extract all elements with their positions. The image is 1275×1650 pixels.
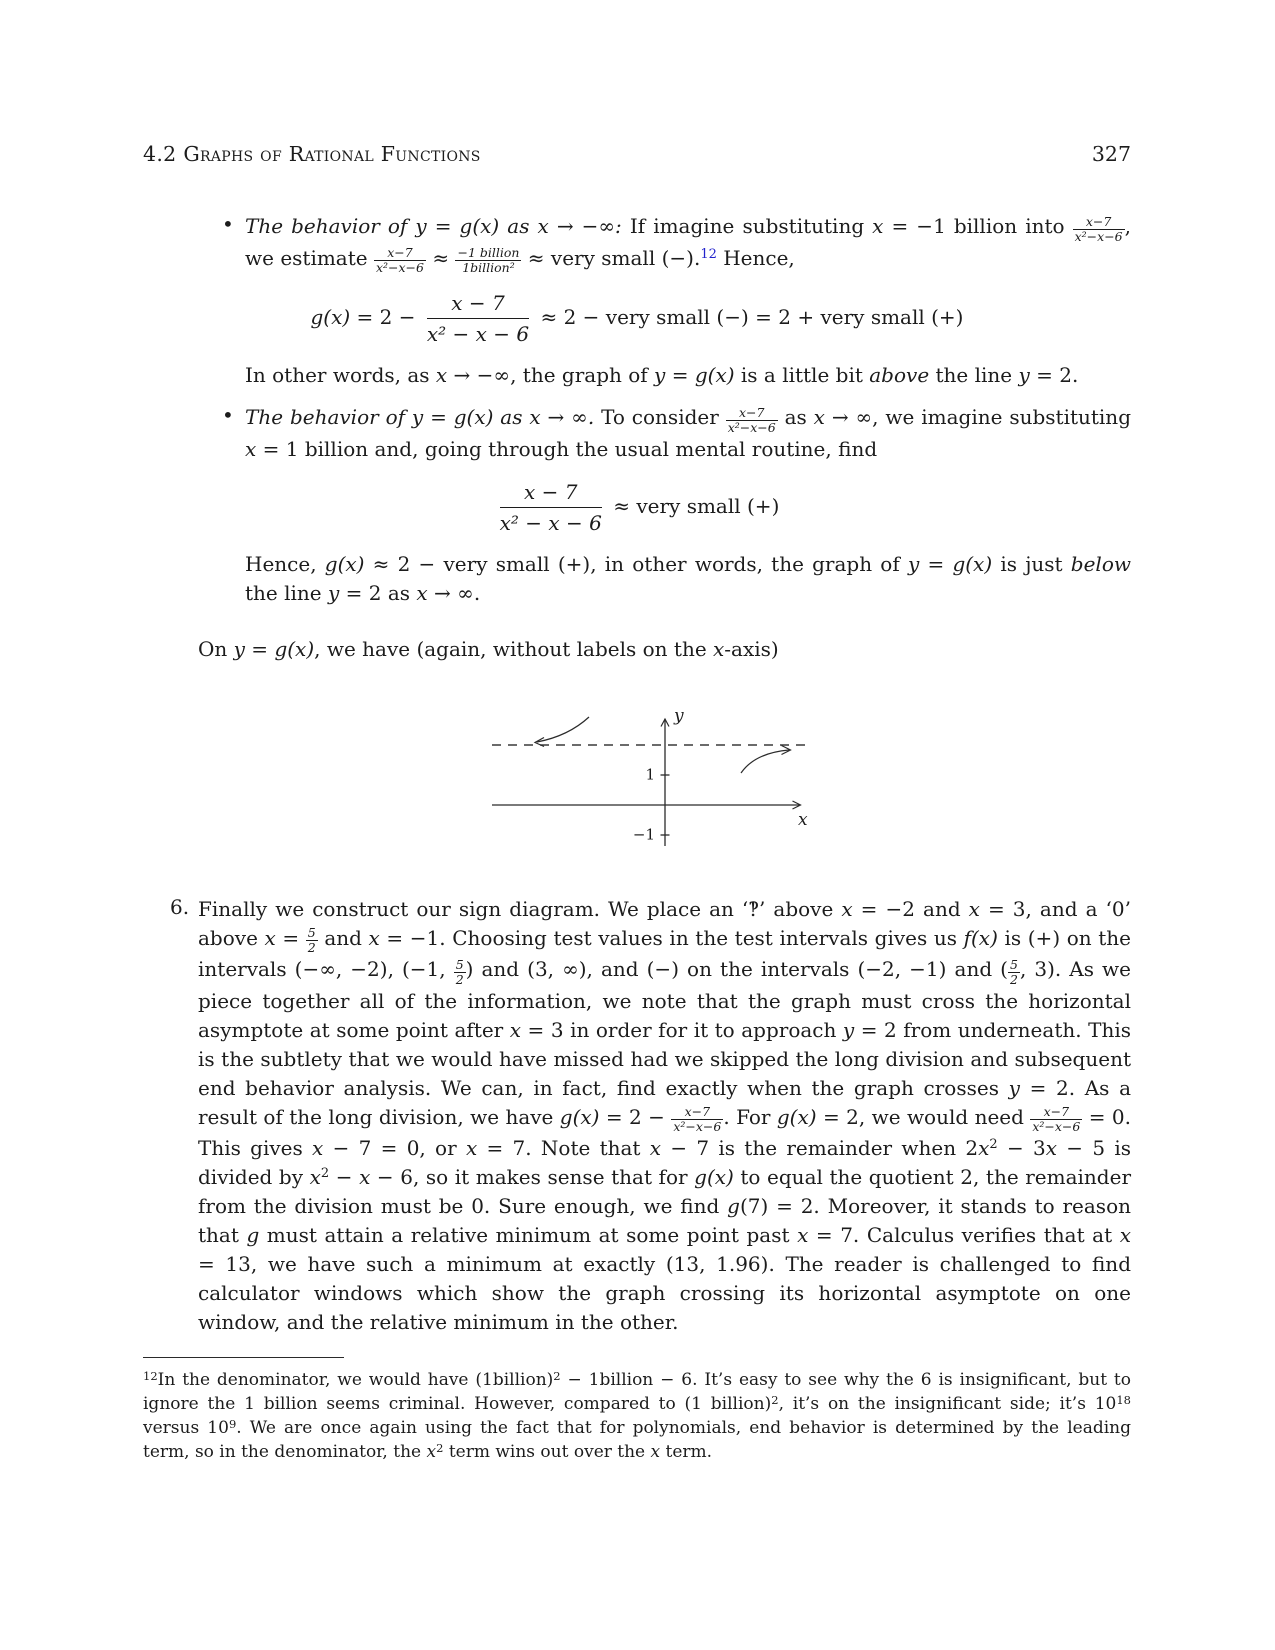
inline-fraction: [671, 1105, 723, 1134]
text-segment: g: [246, 1223, 260, 1247]
text-segment: x: [465, 1136, 478, 1160]
text-segment: = 2 as: [339, 580, 417, 605]
text-segment: x: [309, 1165, 321, 1189]
text-segment: 2: [436, 1441, 444, 1455]
footnote-rule: [143, 1357, 344, 1358]
text-segment: → ∞, we imagine substituting: [824, 405, 1131, 429]
y-tick-label-1: 1: [645, 765, 655, 783]
right-branch-curve: [741, 750, 789, 773]
text-segment: x: [359, 1165, 371, 1189]
text-segment: . For: [723, 1104, 777, 1129]
text-segment: 18: [1116, 1393, 1131, 1407]
text-segment: = 7. Calculus verifies that at: [808, 1223, 1120, 1247]
text-segment: versus 10: [143, 1418, 229, 1438]
text-segment: − 7 = 0, or: [323, 1136, 466, 1160]
text-segment: = 2 −: [599, 1104, 672, 1129]
fraction-denominator: x²−x−6: [1074, 228, 1123, 244]
text-segment: , we estimate: [245, 214, 1131, 270]
inline-fraction: [306, 926, 318, 955]
text-segment: −: [329, 1165, 360, 1189]
fraction-numerator: x − 7: [427, 290, 529, 319]
text-segment: x: [509, 1017, 522, 1042]
text-segment: . We are once again using the fact that for polynomials, end behavior is determined by the leading term, so in the denominator, the: [143, 1418, 1131, 1462]
text-segment: ≈ very small (−).: [521, 245, 701, 270]
fraction-denominator: 2: [307, 940, 316, 955]
text-segment: x: [713, 636, 725, 661]
graph-figure: [490, 698, 812, 855]
text-segment: term.: [660, 1442, 713, 1462]
bullet-list: [143, 212, 1131, 608]
text-segment: is just: [992, 551, 1071, 576]
text-segment: , 3). As we piece together all of the information, we note that the graph must cross the horizontal asymptote at some point after: [198, 957, 1132, 1042]
text-segment: x: [435, 363, 448, 387]
inline-fraction: [455, 246, 521, 275]
numbered-item-6: [143, 895, 1131, 1338]
footnote-block: [143, 1357, 1131, 1464]
bullet-marker: •: [222, 212, 234, 236]
text-segment: x: [245, 436, 257, 461]
text-segment: ≈ 2 − very small (−) = 2 + very small (+): [534, 305, 964, 329]
fraction-numerator: x−7: [1073, 215, 1125, 230]
text-segment: x: [426, 1442, 437, 1462]
text-segment: ) and (3, ∞), and (−) on the intervals (−2, −1) and (: [465, 957, 1008, 981]
inline-fraction: [454, 958, 466, 987]
fraction-numerator: x−7: [374, 246, 426, 261]
text-segment: and: [317, 925, 369, 950]
paragraph-behavior-neg-infinity: [245, 212, 1131, 275]
text-segment: 2: [320, 1166, 330, 1181]
text-segment: Hence,: [716, 245, 795, 270]
fraction-denominator: 2: [455, 971, 464, 987]
text-segment: =: [244, 636, 275, 661]
text-segment: g(x): [694, 1165, 734, 1189]
text-segment: − 1billion − 6. It’s easy to see why the 6 is insignificant, but to ignore the 1 billion seems criminal. However, compared to (1 billion): [143, 1370, 1132, 1414]
x-axis-label: x: [798, 809, 808, 830]
fraction-numerator: −1 billion: [457, 245, 520, 260]
text-segment: must attain a relative minimum at some point past: [259, 1223, 798, 1247]
text-segment: y: [327, 580, 340, 605]
footnote-link[interactable]: 12: [700, 246, 717, 262]
text-segment: ≈ very small (+): [606, 493, 780, 518]
text-segment: , we have (again, without labels on the: [314, 636, 714, 661]
inline-fraction: [1073, 215, 1125, 244]
paragraph-in-other-words: [245, 361, 1131, 390]
text-segment: x: [872, 214, 884, 238]
text-segment: x: [797, 1223, 809, 1247]
text-segment: above: [869, 363, 930, 387]
text-segment: g(x): [324, 551, 365, 576]
text-segment: , it’s on the insignificant side; it’s 10: [778, 1394, 1117, 1414]
text-segment: the line: [929, 363, 1019, 387]
text-segment: is a little bit: [734, 363, 870, 387]
text-segment: g(x): [310, 305, 351, 329]
footnote-12-text: [143, 1368, 1131, 1464]
bullet-behavior-pos-infinity: [143, 403, 1131, 608]
fraction-numerator: x−7: [726, 406, 778, 421]
text-segment: − 5 is divided by: [198, 1136, 1132, 1189]
text-segment: 2: [989, 1137, 998, 1152]
text-segment: = 13, we have such a minimum at exactly (13, 1.96). The reader is challenged to find calculator windows which show the graph crossing its horizontal asymptote on one window, and the relative minimum in the other.: [198, 1252, 1131, 1334]
text-segment: x: [416, 580, 428, 605]
text-segment: − 6, so it makes sense that for: [370, 1165, 695, 1189]
text-segment: to equal the quotient 2, the remainder from the division must be 0. Sure enough, we find: [198, 1165, 1132, 1218]
text-segment: x: [312, 1136, 324, 1160]
text-segment: x: [841, 896, 853, 921]
fraction-numerator: x−7: [671, 1105, 723, 1120]
text-segment: x: [649, 1136, 662, 1160]
text-segment: x: [650, 1442, 661, 1462]
text-segment: → ∞.: [427, 580, 481, 605]
text-segment: g(x): [694, 363, 735, 387]
fraction-denominator: x²−x−6: [375, 260, 424, 275]
text-segment: x: [968, 896, 980, 921]
text-segment: 2: [553, 1369, 561, 1383]
left-branch-curve: [537, 717, 589, 742]
bullet-behavior-neg-infinity: [143, 212, 1131, 390]
inline-fraction: [1008, 958, 1020, 987]
text-segment: g(x): [776, 1104, 817, 1129]
text-segment: → −∞, the graph of: [447, 363, 655, 387]
text-segment: term wins out over the: [443, 1442, 651, 1462]
text-segment: The behavior of y = g(x) as x → ∞.: [245, 405, 595, 429]
text-segment: = 3 in order for it to approach: [521, 1017, 843, 1042]
fraction-denominator: x²−x−6: [727, 419, 776, 435]
text-segment: ≈ 2 − very small (+), in other words, the graph of: [364, 551, 908, 576]
text-segment: x: [978, 1136, 990, 1160]
fraction-denominator: 1billion²: [462, 260, 515, 275]
text-segment: -axis): [724, 636, 779, 661]
text-segment: the line: [245, 580, 328, 605]
item-number: 6.: [170, 894, 190, 919]
display-equation-very-small: [143, 478, 1131, 536]
text-segment: − 7 is the remainder when 2: [661, 1136, 979, 1160]
text-segment: The behavior of y = g(x) as x → −∞:: [245, 214, 622, 238]
text-segment: x: [1045, 1136, 1058, 1160]
text-segment: = −1 billion into: [883, 214, 1073, 238]
text-segment: = 1 billion and, going through the usual mental routine, find: [256, 436, 878, 461]
text-segment: = 2, we would need: [816, 1104, 1031, 1129]
text-segment: x: [1119, 1223, 1131, 1247]
y-axis-label: y: [674, 705, 684, 726]
paragraph-hence: [245, 550, 1131, 608]
text-segment: In the denominator, we would have (1billion): [157, 1370, 554, 1390]
text-segment: = 2.: [1029, 363, 1079, 387]
inline-fraction: [374, 246, 426, 275]
text-segment: g: [727, 1194, 740, 1218]
fraction-numerator: x − 7: [500, 479, 602, 508]
fraction-numerator: x−7: [1030, 1105, 1082, 1120]
text-segment: (7) = 2. Moreover, it stands to reason that: [198, 1194, 1131, 1247]
fraction-numerator: 5: [455, 956, 464, 972]
text-segment: If imagine substituting: [621, 214, 873, 238]
text-segment: = −2 and: [852, 896, 969, 921]
inline-fraction: [726, 406, 778, 435]
text-segment: ≈: [425, 245, 456, 270]
text-segment: y: [654, 363, 666, 387]
text-segment: = 2 from underneath. This is the subtlety that we would have missed had we skipped the long division and subsequent end behavior analysis. We can, in fact, find exactly when the graph crosses: [198, 1017, 1131, 1100]
text-segment: = −1. Choosing test values in the test intervals gives us: [379, 925, 964, 950]
text-segment: x: [368, 925, 380, 950]
axes-sketch: [490, 698, 812, 850]
text-segment: 2: [771, 1393, 779, 1407]
text-segment: = 3, and a ‘0’ above: [198, 896, 1131, 950]
y-tick-label-neg1: −1: [632, 825, 655, 843]
text-segment: x: [813, 405, 825, 429]
fraction-numerator: 5: [307, 925, 316, 940]
paragraph-behavior-pos-infinity: [245, 403, 1131, 464]
text-segment: =: [665, 363, 695, 387]
text-segment: y: [1018, 363, 1030, 387]
fraction-denominator: x² − x − 6: [499, 510, 602, 535]
text-segment: g(x): [952, 551, 993, 576]
text-segment: = 0. This gives: [198, 1104, 1131, 1160]
text-segment: = 2. As a result of the long division, we have: [198, 1075, 1131, 1129]
fraction-denominator: x²−x−6: [1032, 1119, 1081, 1134]
display-fraction: [427, 290, 529, 347]
text-segment: 9: [228, 1417, 237, 1431]
fraction-denominator: x² − x − 6: [426, 322, 530, 346]
text-segment: y: [842, 1017, 855, 1042]
paragraph-sign-diagram: [198, 895, 1131, 1338]
text-segment: In other words, as: [245, 363, 436, 387]
fraction-denominator: x²−x−6: [673, 1119, 722, 1134]
text-segment: is (+) on the intervals (−∞, −2), (−1,: [198, 925, 1132, 981]
text-segment: On: [198, 636, 234, 661]
text-segment: 12: [143, 1369, 158, 1383]
inline-fraction: [1030, 1105, 1082, 1134]
fraction-denominator: 2: [1009, 971, 1018, 987]
text-segment: g(x): [274, 636, 315, 661]
fraction-numerator: 5: [1009, 956, 1018, 972]
text-segment: below: [1070, 551, 1131, 576]
section-title: 4.2 Graphs of Rational Functions: [143, 142, 481, 166]
text-segment: f(x): [963, 925, 998, 950]
text-segment: = 7. Note that: [477, 1136, 650, 1160]
text-segment: Hence,: [245, 551, 325, 576]
paragraph-on-y-gx: [198, 635, 1131, 664]
text-segment: y: [233, 636, 245, 661]
page-header: [143, 142, 1131, 166]
text-segment: as: [777, 405, 814, 429]
text-segment: y: [907, 551, 920, 576]
text-segment: To consider: [594, 405, 726, 429]
text-segment: Finally we construct our sign diagram. We place an ‘‽’ above: [198, 896, 842, 921]
display-fraction: [500, 479, 602, 536]
text-segment: = 2 −: [350, 305, 422, 329]
text-segment: =: [275, 925, 306, 950]
text-segment: − 3: [997, 1136, 1046, 1160]
page-number: 327: [1091, 142, 1131, 166]
text-segment: g(x): [559, 1104, 600, 1129]
text-segment: y: [1008, 1075, 1020, 1100]
text-segment: x: [264, 925, 276, 950]
text-segment: =: [919, 551, 953, 576]
bullet-marker: •: [222, 403, 234, 427]
display-equation-gx: [143, 289, 1131, 347]
